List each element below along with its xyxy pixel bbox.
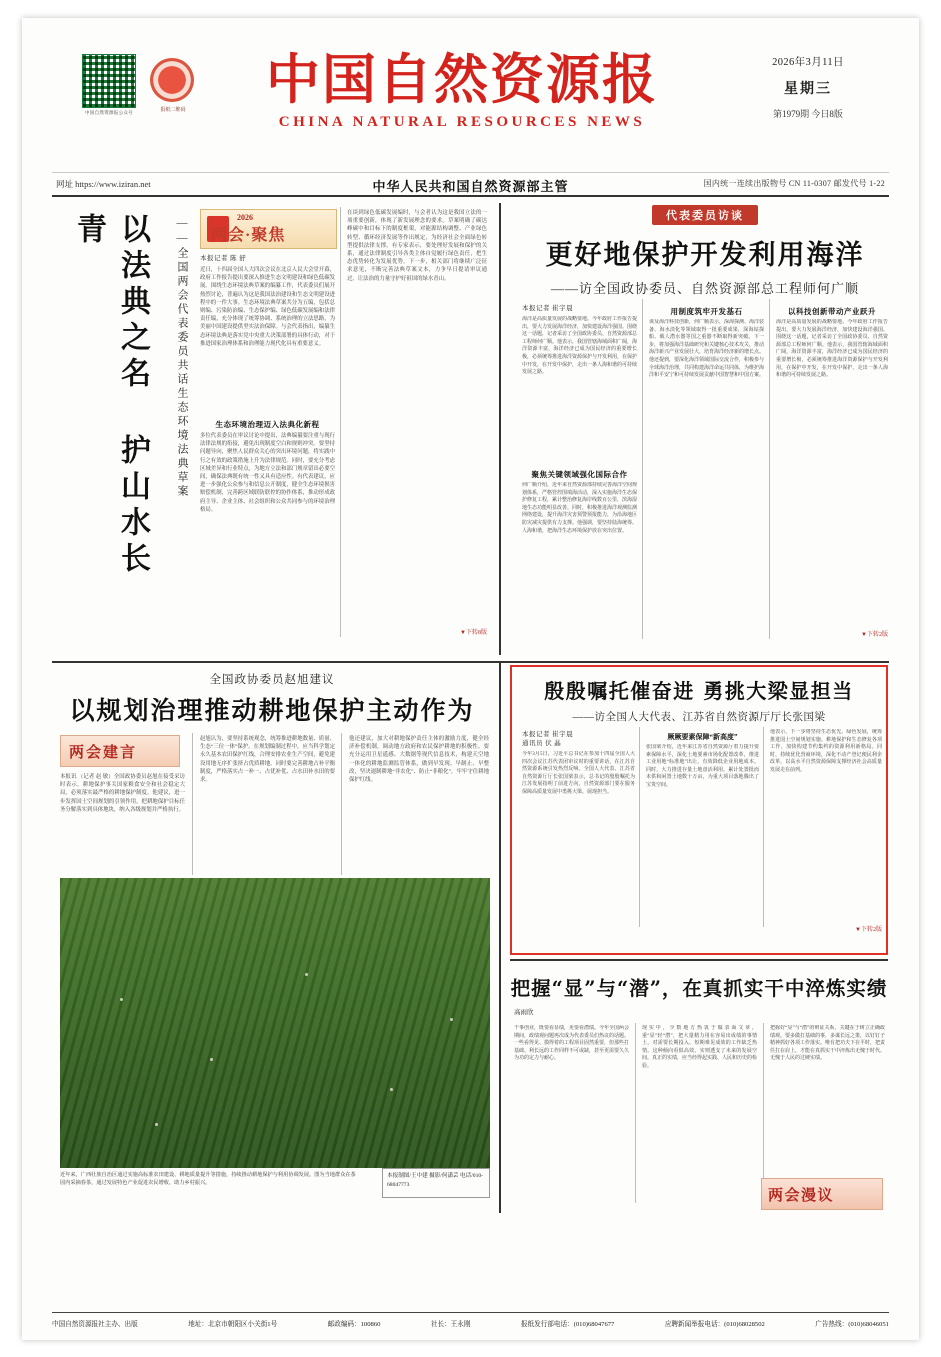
section-tag: 代表委员访谈 <box>652 205 758 225</box>
footer-item-newsroom-phone: 应聘新闻举报电话：(010)68028502 <box>664 1321 765 1328</box>
author-commentary: 高雨欣 <box>514 1009 534 1016</box>
article-body-col: 近日，十四届全国人大四次会议在北京人民大会堂开幕，政府工作报告提出要深入推进生态文明建设和绿色低碳发展。围绕生态环境法典草案的编纂工作，代表委员们展开热烈讨论，普遍认为这是我国法治建设和生态文明建设进程中的一件大事。生态环境法典草案共分为五编，包括总则编、污染防治编、生态保护编、绿色低碳发展编和法律责任编，充分体现了统筹协调、系统治理的立法思路，为美丽中国建设提供坚实法治保障。与会代表指出，编纂生态环境法典是落实党中央重大决策部署的具体行动，对于推进国家治理体系和治理能力现代化具有重要意义。 <box>200 267 335 347</box>
banner-text: 两会·聚焦 <box>211 227 286 244</box>
weekday: 星期三 <box>784 82 832 97</box>
section-subhead: 厥厥要素保障“新高度” <box>667 733 738 741</box>
interview-header <box>522 205 888 297</box>
column-divider <box>763 727 764 927</box>
article-body-col: 多位代表委员在审议讨论中提出，法典编纂要注重与现行法律法规的衔接，避免出现制度空白和规则冲突。要坚持问题导向，聚焦人民群众关心的突出环境问题，将实践中行之有效的政策措施上升为法律规范。同时，要充分考虑区域差异和行业特点，为地方立法和部门规章留出必要空间，确保法典既有统一性又具有适应性。有代表建议，应进一步强化公众参与和信息公开制度，健全生态环境损害赔偿机制，完善跨区域联防联控的协作体系，推动形成政府主导、企业主体、社会组织和公众共同参与的环境治理格局。 <box>200 433 335 513</box>
column-divider <box>341 733 342 875</box>
date-block <box>733 54 883 120</box>
issue-number: 第1979期 今日8版 <box>773 109 843 119</box>
masthead <box>52 40 889 168</box>
page-title-english: CHINA NATURAL RESOURCES NEWS <box>278 114 646 130</box>
footer-item-distribution-phone: 报纸发行部电话：(010)68047677 <box>520 1321 615 1328</box>
continuation-mark: ▼下转2版 <box>861 632 888 638</box>
page-title: 中国自然资源报 <box>266 47 658 111</box>
article-body-col: 本报讯 （记者 赵 敏）全国政协委员赵旭在接受采访时表示，耕地保护事关国家粮食安全和社会稳定大局，必须落实最严格的耕地保护制度。他建议，进一步发挥国土空间规划的引领作用，把耕地保护目标任务分解落实到具体地块，纳入各级规划并严格执行。 <box>60 774 185 813</box>
column-divider <box>639 727 640 927</box>
continuation-mark: ▼下转2版 <box>855 927 882 933</box>
registration-line: 国内统一连续出版物号 CN 11-0307 邮发代号 1-22 <box>703 179 885 188</box>
section-subhead: 生态环境治理迈入法典化新程 <box>215 420 320 429</box>
continuation-mark: ▼下转8版 <box>460 630 487 636</box>
column-divider <box>340 207 341 637</box>
section-subhead: 聚焦关键领域强化国际合作 <box>531 470 628 479</box>
article-body-col: 谈及海洋科技创新，何广顺表示，深海探测、海洋装备、海水淡化等领域取得一批重要成果，深海钻探船、载人潜水器等国之重器不断取得新突破。下一步，将加强海洋基础研究和关键核心技术攻关，推动海洋新兴产业发展壮大，培育海洋经济新的增长点。他还提到，要深化海洋领域国际交流合作，积极参与全球海洋治理，共同构建海洋命运共同体，为维护海洋和平安宁和可持续发展贡献中国智慧和中国方案。 <box>649 320 764 379</box>
article-body-col: 把握好“显”与“潜”的辩证关系，关键在于树立正确政绩观。要多做打基础的事，多谋长远之策，以钉钉子精神抓好各项工作落实。唯有把功夫下在平时，把责任扛在肩上，才能在真抓实干中淬炼出无愧于时代、无愧于人民的过硬实绩。 <box>770 1026 885 1062</box>
footer-item-publisher: 中国自然资源报社主办、出版 <box>52 1321 138 1328</box>
headline-ocean: 更好地保护开发利用海洋 <box>545 240 865 271</box>
article-body-col: 今年3月5日，习近平总书记在参加十四届全国人大四次会议江苏代表团审议时的重要讲话，在江苏自然资源系统引发热烈反响。全国人大代表、江苏省自然资源厅厅长张国梁表示，总书记的殷殷嘱托为江苏发展指明了前进方向，自然资源部门要在服务保障高质量发展中勇挑大梁、展现担当。 <box>522 752 635 795</box>
article-body-col: 他表示，下一步将坚持生态优先、绿色发展，统筹推进国土空间规划实施、耕地保护和生态修复各项工作，加快构建节约集约的资源利用新格局。同时，持续优化营商环境，深化不动产登记便民利企改革，以高水平自然资源保障支撑经济社会高质量发展走在前列。 <box>770 730 882 773</box>
byline-ocean: 本报记者 崔宇晨 <box>522 305 574 312</box>
qr-code-icon[interactable] <box>82 54 136 108</box>
byline-jiangsu-2: 通讯员 伏 晶 <box>522 740 562 747</box>
photo-caption: 近年来，广西壮族自治区通过实施高标准农田建设、耕地质量提升等措施，持续推动耕地保护与利用协调发展。图为当地群众在茶园内采摘春茶，通过发展特色产业促进农民增收、助力乡村振兴。 <box>60 1172 356 1186</box>
column-divider <box>499 203 501 655</box>
seal-caption: 报纸二维码 <box>160 108 186 113</box>
column-divider <box>769 299 770 639</box>
article-body-col: 张国梁介绍，近年来江苏省自然资源厅着力提升要素保障水平，深化土地要素市场化配置改革，推进工业用地“标准地”出让，有效降低企业用地成本。同时，大力推进存量土地盘活利用，累计处置批而未供和闲置土地数十万亩，为重大项目落地腾出了宝贵空间。 <box>646 745 759 788</box>
headline-farmland: 以规划治理推动耕地保护主动作为 <box>69 696 475 725</box>
article-body-col: 干事创业，既要看显绩，更要看潜绩。今年全国两会期间，政绩观问题再次成为代表委员们热议的话题。一些看得见、摸得着的工程项目固然重要，但那些打基础、利长远的工作同样不可或缺，甚至更需要久久为功的定力与耐心。 <box>514 1026 629 1062</box>
article-body-col: 他还建议，加大对耕地保护责任主体的激励力度，健全经济补偿机制，调动地方政府和农民保护耕地的积极性。要充分运用卫星遥感、大数据等现代信息技术，构建天空地一体化的耕地监测监管体系，做到早发现、早制止、早整改，坚决遏制耕地“非农化”、防止“非粮化”，牢牢守住耕地保护红线。 <box>349 736 489 784</box>
publication-date: 2026年3月11日 <box>772 57 844 68</box>
section-subhead: 以科技创新带动产业跃升 <box>788 307 876 316</box>
sponsor-line: 中华人民共和国自然资源部主管 <box>372 179 569 194</box>
lianghui-advice-banner <box>60 735 180 767</box>
bottom-section <box>52 969 889 1214</box>
headline-commentary: 把握“显”与“潜”，在真抓实干中淬炼实绩 <box>510 977 888 1000</box>
column-divider <box>192 733 193 875</box>
section-divider <box>510 959 888 961</box>
subheadline-jiangsu: ——访全国人大代表、江苏省自然资源厅厅长张国梁 <box>572 712 826 723</box>
seal-icon <box>150 58 194 102</box>
section-subhead: 用制度筑牢开发基石 <box>670 307 743 316</box>
footer-bar <box>52 1312 889 1328</box>
article-body-col: 海洋是高质量发展的战略要地。今年政府工作报告提出，要大力发展海洋经济，加快建设海洋强国。围绕这一话题，记者采访了全国政协委员、自然资源部总工程师何广顺。他表示，我国管辖海域面积广阔，海洋资源丰富，海洋经济已成为国民经济的重要增长极，必须统筹推进海洋资源保护与开发利用，在保护中开发，在开发中保护，走出一条人海和谐的可持续发展之路。 <box>522 317 637 376</box>
article-body-col: 现实中，少数地方热衷于做表面文章，重“显”轻“潜”，把大量精力用在容易出成绩的事情上，对需要长期投入、短期难见成效的工作缺乏热情。这种倾向看似高效，实则透支了未来的发展空间。真正的实绩，应当经得起实践、人民和历史的检验。 <box>642 1026 757 1069</box>
highlighted-article-box[interactable] <box>510 665 888 955</box>
subheadline-vertical: ——全国两会代表委员共话生态环境法典草案 <box>176 217 188 499</box>
newspaper-sheet <box>22 18 919 1340</box>
headline-jiangsu: 殷殷嘱托催奋进 勇挑大梁显担当 <box>544 679 854 703</box>
footer-item-director: 社长：王永刚 <box>430 1321 471 1328</box>
banner-text: 两会漫议 <box>768 1188 835 1204</box>
byline-jiangsu: 本报记者 崔宇晨 <box>522 731 574 738</box>
article-body-col: 何广顺介绍，近年来自然资源部持续完善海洋空间规划体系，严格管控围填海活动，深入实施海洋生态保护修复工程，累计整治修复海岸线数百公里，滨海湿地生态功能明显改善。同时，积极推进海洋观测监测网络建设，提升海洋灾害预警预报能力，为沿海地区防灾减灾提供有力支撑。他强调，要坚持陆海统筹、人海和谐，把海洋生态环境保护放在突出位置。 <box>522 483 637 534</box>
article-body-col: 在谈到绿色低碳发展编时，与会者认为这是我国立法的一项重要创新，体现了新发展理念的要求。草案明确了碳达峰碳中和目标下的制度框架，对能源结构调整、产业绿色转型、循环经济发展等作出规定，为经济社会全面绿色转型提供法律支撑。有专家表示，要处理好发展和保护的关系，通过法律制度引导各类主体自觉履行绿色责任，把生态优势转化为发展优势。下一步，相关部门将继续广泛征求意见，不断完善法典草案文本，力争早日提请审议通过，让法治的力量守护好祖国的绿水青山。 <box>347 210 487 282</box>
top-section <box>52 203 889 655</box>
footer-item-postcode: 邮政编码：100860 <box>327 1321 381 1328</box>
footer-item-address: 地址：北京市朝阳区小关街1号 <box>188 1321 278 1328</box>
title-block <box>202 46 722 131</box>
article-body-col: 赵旭认为，要坚持系统观念，统筹推进耕地数量、质量、生态“三位一体”保护。在规划编制过程中，应当科学划定永久基本农田保护红线，合理安排农业生产空间，避免建设用地无序扩张挤占优质耕地。同时要完善耕地占补平衡制度，严格落实占一补一、占优补优、占水田补水田的要求。 <box>200 736 335 784</box>
article-body-col: 海洋是高质量发展的战略要地。今年政府工作报告提出，要大力发展海洋经济，加快建设海洋强国。围绕这一话题，记者采访了全国政协委员、自然资源部总工程师何广顺。他表示，我国管辖海域面积广阔，海洋资源丰富，海洋经济已成为国民经济的重要增长极，必须统筹推进海洋资源保护与开发利用，在保护中开发，在开发中保护，走出一条人海和谐的可持续发展之路。 <box>776 320 888 379</box>
banner-year: 2026 <box>237 213 253 222</box>
column-divider <box>763 1023 764 1203</box>
website-url[interactable]: 网址 https://www.iziran.net <box>56 179 151 189</box>
byline-top-left: 本报记者 陈 舒 <box>200 255 247 262</box>
lianghui-comics-banner <box>761 1178 883 1210</box>
page-content <box>52 40 889 1318</box>
masthead-info-bar <box>52 172 889 197</box>
qr-caption: 中国自然资源报公众号 <box>85 110 133 115</box>
footer-item-ads-phone: 广告热线：(010)68046051 <box>815 1321 889 1328</box>
lianghui-focus-banner <box>200 209 337 249</box>
headline-vertical: 以法典之名 护山水长青 <box>71 213 150 578</box>
banner-text: 两会建言 <box>69 745 138 761</box>
column-divider <box>642 299 643 639</box>
column-divider <box>635 1023 636 1203</box>
subheadline-ocean: ——访全国政协委员、自然资源部总工程师何广顺 <box>550 281 859 296</box>
vertical-headline-block <box>66 213 186 613</box>
photo-credit-box: 本报制图/王中建 摄影/何潇芸 电话/010-68047773 <box>382 1168 490 1198</box>
kicker-farmland: 全国政协委员赵旭建议 <box>209 674 335 686</box>
